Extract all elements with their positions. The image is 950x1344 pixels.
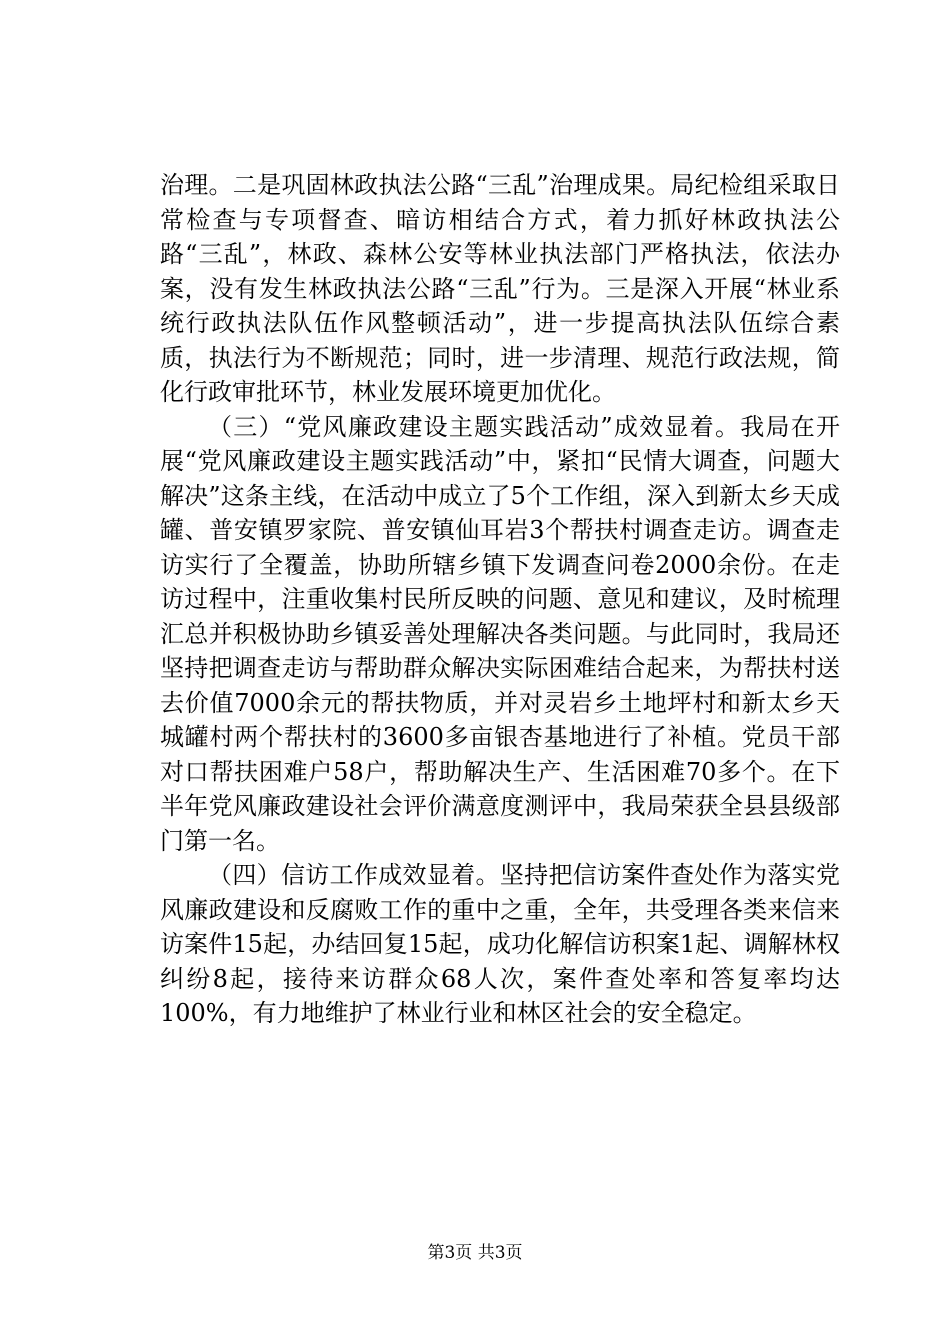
paragraph-section-three: （三）“党风廉政建设主题实践活动”成效显着。我局在开展“党风廉政建设主题实践活动”中，紧扣“民情大调查，问题大解决”这条主线，在活动中成立了5个工作组，深入到新太乡天成罐、普安镇罗家院、普安镇仙耳岩3个帮扶村调查走访。调查走访实行了全覆盖，协助所辖乡镇下发调查问卷2000余份。在走访过程中，注重收集村民所反映的问题、意见和建议，及时梳理汇总并积极协助乡镇妥善处理解决各类问题。与此同时，我局还坚持把调查走访与帮助群众解决实际困难结合起来，为帮扶村送去价值7000余元的帮扶物质，并对灵岩乡土地坪村和新太乡天城罐村两个帮扶村的3600多亩银杏基地进行了补植。党员干部对口帮扶困难户58户，帮助解决生产、生活困难70多个。在下半年党风廉政建设社会评价满意度测评中，我局荣获全县县级部门第一名。 (160, 412, 840, 855)
page-number-footer: 第3页 共3页 (427, 1243, 523, 1263)
document-body (160, 168, 840, 1031)
paragraph-section-four: （四）信访工作成效显着。坚持把信访案件查处作为落实党风廉政建设和反腐败工作的重中之重，全年，共受理各类来信来访案件15起，办结回复15起，成功化解信访积案1起、调解林权纠纷8起，接待来访群众68人次，案件查处率和答复率均达100%，有力地维护了林业行业和林区社会的安全稳定。 (160, 861, 840, 1027)
paragraph-continuation: 治理。二是巩固林政执法公路“三乱”治理成果。局纪检组采取日常检查与专项督查、暗访相结合方式，着力抓好林政执法公路“三乱”，林政、森林公安等林业执法部门严格执法，依法办案，没有发生林政执法公路“三乱”行为。三是深入开展“林业系统行政执法队伍作风整顿活动”，进一步提高执法队伍综合素质，执法行为不断规范；同时，进一步清理、规范行政法规，简化行政审批环节，林业发展环境更加优化。 (160, 171, 840, 406)
